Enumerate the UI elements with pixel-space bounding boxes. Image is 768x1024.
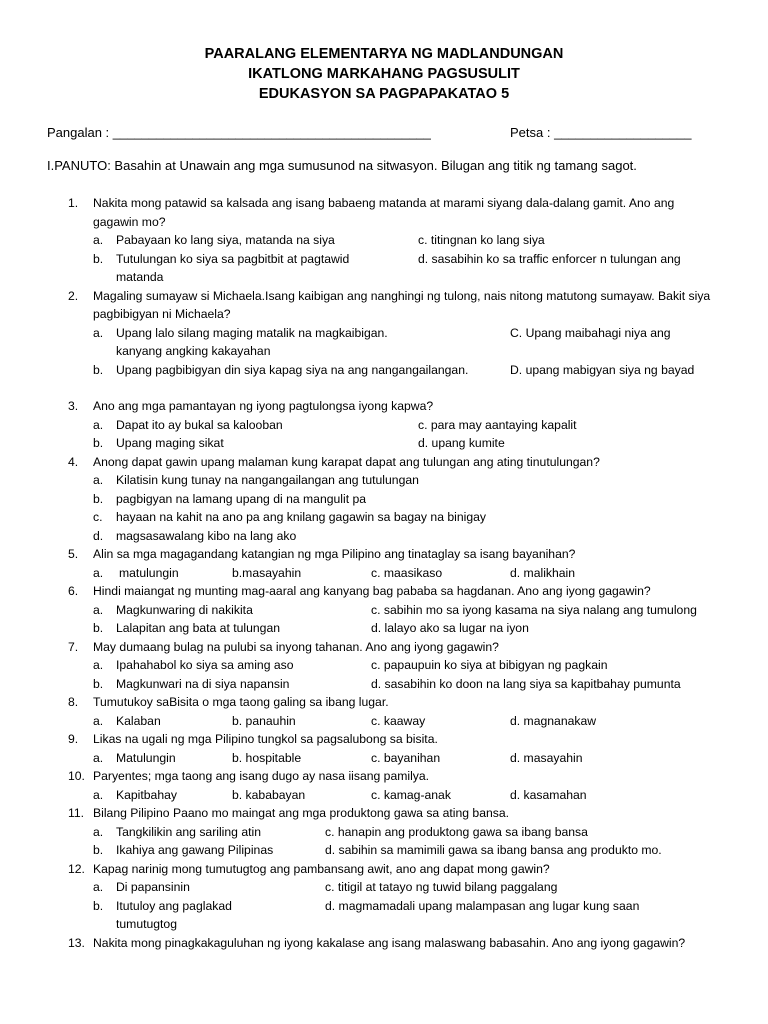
question-number: 3. bbox=[68, 399, 79, 413]
option-letter[interactable]: b. bbox=[93, 843, 104, 857]
answer-row bbox=[0, 416, 768, 435]
answer-option[interactable]: d. sasabihin ko doon na lang siya sa kapitbahay pumunta bbox=[371, 676, 681, 691]
question-list bbox=[0, 194, 768, 952]
question-stem bbox=[0, 730, 768, 749]
answer-option[interactable]: d. sabihin sa mamimili gawa sa ibang bansa ang produkto mo. bbox=[325, 843, 662, 857]
answer-row bbox=[0, 434, 768, 453]
question-stem bbox=[0, 453, 768, 472]
question-text: Magaling sumayaw si Michaela.Isang kaibigan ang nanghingi ng tulong, nais nitong matutong sumayaw. Bakit siya pagbibigyan ni Michaela? bbox=[93, 288, 711, 321]
question-number: 13. bbox=[68, 935, 85, 950]
option-letter[interactable]: a. bbox=[93, 750, 104, 765]
question-number: 11. bbox=[68, 806, 85, 820]
answer-option[interactable]: c. kamag-anak bbox=[371, 787, 451, 802]
answer-option[interactable]: b. kababayan bbox=[232, 787, 306, 802]
answer-option[interactable]: b.masayahin bbox=[232, 565, 302, 580]
answer-row bbox=[0, 619, 768, 638]
question-item bbox=[0, 453, 768, 546]
date-field[interactable]: Petsa : ___________________ bbox=[510, 125, 692, 140]
question-text: Paryentes; mga taong ang isang dugo ay nasa iisang pamilya. bbox=[93, 769, 430, 783]
question-stem bbox=[0, 860, 768, 879]
answer-option[interactable]: c. maasikaso bbox=[371, 565, 443, 580]
answer-row bbox=[0, 897, 768, 934]
option-letter[interactable]: b. bbox=[93, 898, 104, 913]
answer-row bbox=[0, 823, 768, 842]
question-stem bbox=[0, 582, 768, 601]
answer-option[interactable]: pagbigyan na lamang upang di na mangulit pa bbox=[116, 491, 367, 506]
answer-row bbox=[0, 601, 768, 620]
option-letter[interactable]: a. bbox=[93, 787, 104, 802]
answer-option[interactable]: Dapat ito ay bukal sa kalooban bbox=[116, 417, 283, 432]
answer-option[interactable]: c. papaupuin ko siya at bibigyan ng pagkain bbox=[371, 658, 608, 672]
answer-option[interactable]: magsasawalang kibo na lang ako bbox=[116, 528, 297, 543]
option-letter[interactable]: a. bbox=[93, 880, 104, 894]
answer-option[interactable]: Ikahiya ang gawang Pilipinas bbox=[116, 843, 274, 857]
answer-option[interactable]: d. lalayo ako sa lugar na iyon bbox=[371, 621, 529, 635]
answer-row bbox=[0, 361, 768, 380]
answer-option[interactable]: d. kasamahan bbox=[510, 787, 587, 802]
answer-option[interactable]: c. bayanihan bbox=[371, 750, 441, 765]
option-letter[interactable]: a. bbox=[93, 325, 104, 340]
question-text: Bilang Pilipino Paano mo maingat ang mga produktong gawa sa ating bansa. bbox=[93, 806, 510, 820]
answer-row bbox=[0, 564, 768, 583]
question-number: 9. bbox=[68, 732, 79, 746]
answer-row bbox=[0, 749, 768, 768]
question-stem bbox=[0, 545, 768, 564]
question-item bbox=[0, 194, 768, 287]
answer-row bbox=[0, 786, 768, 805]
question-number: 1. bbox=[68, 196, 79, 210]
question-item bbox=[0, 860, 768, 934]
answer-option[interactable]: Lalapitan ang bata at tulungan bbox=[116, 621, 280, 635]
answer-option[interactable]: Upang lalo silang maging matalik na magkaibigan. kanyang angking kakayahan bbox=[116, 325, 388, 358]
option-letter[interactable]: a. bbox=[93, 658, 104, 672]
answer-row bbox=[0, 712, 768, 731]
question-text: Alin sa mga magagandang katangian ng mga Pilipino ang tinataglay sa isang bayanihan? bbox=[93, 547, 576, 561]
answer-option[interactable]: Di papansinin bbox=[116, 880, 190, 894]
answer-row bbox=[0, 471, 768, 490]
question-item bbox=[0, 545, 768, 582]
question-stem bbox=[0, 934, 768, 953]
answer-option[interactable]: D. upang mabigyan siya ng bayad bbox=[510, 362, 695, 377]
answer-option[interactable]: d. upang kumite bbox=[418, 436, 505, 450]
question-number: 10. bbox=[68, 769, 85, 783]
option-letter[interactable]: a. bbox=[93, 713, 104, 728]
answer-option[interactable]: d. magnanakaw bbox=[510, 713, 597, 728]
question-item bbox=[0, 582, 768, 638]
answer-option[interactable]: Upang pagbibigyan din siya kapag siya na ang nangangailangan. bbox=[116, 362, 469, 377]
question-text: Anong dapat gawin upang malaman kung karapat dapat ang tulungan ang ating tinutulungan? bbox=[93, 454, 600, 469]
answer-row bbox=[0, 878, 768, 897]
answer-row bbox=[0, 656, 768, 675]
instructions: I.PANUTO: Basahin at Unawain ang mga sumusunod na sitwasyon. Bilugan ang titik ng tamang sagot. bbox=[47, 158, 637, 173]
question-text: Nakita mong pinagkakaguluhan ng iyong kakalase ang isang malaswang babasahin. Ano ang iyong gagawin? bbox=[93, 935, 686, 950]
answer-option[interactable]: Upang maging sikat bbox=[116, 436, 224, 450]
question-text: May dumaang bulag na pulubi sa inyong tahanan. Ano ang iyong gagawin? bbox=[93, 639, 499, 654]
answer-option[interactable]: c. hanapin ang produktong gawa sa ibang bansa bbox=[325, 824, 588, 839]
answer-option[interactable]: d. sasabihin ko sa traffic enforcer n tulungan ang bbox=[418, 251, 681, 266]
question-item bbox=[0, 638, 768, 694]
question-stem bbox=[0, 804, 768, 823]
answer-option[interactable]: d. magmamadali upang malampasan ang lugar kung saan bbox=[325, 898, 640, 913]
school-name: PAARALANG ELEMENTARYA NG MADLANDUNGAN bbox=[204, 46, 564, 62]
answer-option[interactable]: C. Upang maibahagi niya ang bbox=[510, 325, 671, 340]
question-text: Hindi maiangat ng munting mag-aaral ang kanyang bag pababa sa hagdanan. Ano ang iyong gagawin? bbox=[93, 584, 651, 598]
question-stem bbox=[0, 693, 768, 712]
exam-header bbox=[0, 44, 768, 104]
question-number: 6. bbox=[68, 584, 79, 598]
question-item bbox=[0, 934, 768, 953]
question-stem bbox=[0, 397, 768, 416]
answer-option[interactable]: matulungin bbox=[119, 565, 179, 580]
answer-option[interactable]: Kilatisin kung tunay na nangangailangan ang tutulungan bbox=[116, 473, 419, 487]
question-number: 7. bbox=[68, 639, 79, 654]
answer-option[interactable]: c. titingnan ko lang siya bbox=[418, 233, 545, 247]
option-letter[interactable]: a. bbox=[93, 602, 104, 617]
answer-option[interactable]: Magkunwari na di siya napansin bbox=[116, 676, 290, 691]
answer-option[interactable]: Tutulungan ko siya sa pagbitbit at pagtawid matanda bbox=[116, 251, 350, 284]
answer-option[interactable]: d. malikhain bbox=[510, 565, 576, 580]
option-letter[interactable]: b. bbox=[93, 676, 104, 691]
question-text: Ano ang mga pamantayan ng iyong pagtulongsa iyong kapwa? bbox=[93, 399, 434, 413]
answer-option[interactable]: Kalaban bbox=[116, 713, 161, 728]
option-letter[interactable]: b. bbox=[93, 436, 104, 450]
question-item bbox=[0, 730, 768, 767]
answer-option[interactable]: b. hospitable bbox=[232, 750, 302, 765]
question-number: 2. bbox=[68, 288, 79, 303]
question-number: 4. bbox=[68, 454, 79, 469]
question-number: 8. bbox=[68, 695, 79, 709]
question-stem bbox=[0, 287, 768, 324]
question-text: Kapag narinig mong tumutugtog ang pambansang awit, ano ang dapat mong gawin? bbox=[93, 861, 550, 876]
answer-option[interactable]: Matulungin bbox=[116, 750, 176, 765]
answer-option[interactable]: hayaan na kahit na ano pa ang knilang gagawin sa bagay na binigay bbox=[116, 510, 486, 524]
answer-row bbox=[0, 675, 768, 694]
answer-row bbox=[0, 527, 768, 546]
subject-title: EDUKASYON SA PAGPAPAKATAO 5 bbox=[258, 86, 510, 102]
student-info bbox=[47, 124, 727, 142]
question-text: Nakita mong patawid sa kalsada ang isang babaeng matanda at marami siyang dala-dalang gamit. Ano ang gagawin mo? bbox=[93, 196, 675, 229]
answer-option[interactable]: b. panauhin bbox=[232, 713, 296, 728]
answer-row bbox=[0, 231, 768, 250]
option-letter[interactable]: b. bbox=[93, 621, 104, 635]
question-stem bbox=[0, 767, 768, 786]
answer-option[interactable]: Tangkilikin ang sariling atin bbox=[116, 824, 261, 839]
question-number: 5. bbox=[68, 547, 79, 561]
question-item bbox=[0, 693, 768, 730]
question-text: Tumutukoy saBisita o mga taong galing sa ibang lugar. bbox=[93, 695, 389, 709]
option-letter[interactable]: b. bbox=[93, 362, 104, 377]
answer-row bbox=[0, 508, 768, 527]
option-letter[interactable]: a. bbox=[93, 824, 104, 839]
answer-row bbox=[0, 490, 768, 509]
question-item bbox=[0, 287, 768, 380]
option-letter[interactable]: a. bbox=[93, 233, 104, 247]
option-letter[interactable]: a. bbox=[93, 417, 104, 432]
question-text: Likas na ugali ng mga Pilipino tungkol sa pagsalubong sa bisita. bbox=[93, 732, 438, 746]
answer-option[interactable]: Pabayaan ko lang siya, matanda na siya bbox=[116, 233, 335, 247]
answer-option[interactable]: c. titigil at tatayo ng tuwid bilang paggalang bbox=[325, 880, 558, 894]
answer-row bbox=[0, 250, 768, 287]
question-item bbox=[0, 397, 768, 453]
option-letter[interactable]: a. bbox=[93, 473, 104, 487]
answer-row bbox=[0, 841, 768, 860]
option-letter[interactable]: d. bbox=[93, 528, 104, 543]
answer-option[interactable]: Magkunwaring di nakikita bbox=[116, 602, 253, 617]
question-stem bbox=[0, 638, 768, 657]
question-item bbox=[0, 804, 768, 860]
answer-row bbox=[0, 324, 768, 361]
option-letter[interactable]: c. bbox=[93, 510, 103, 524]
answer-option[interactable]: d. masayahin bbox=[510, 750, 583, 765]
option-letter[interactable]: b. bbox=[93, 491, 104, 506]
option-letter[interactable]: b. bbox=[93, 251, 104, 266]
exam-title: IKATLONG MARKAHANG PAGSUSULIT bbox=[248, 66, 520, 82]
answer-option[interactable]: c. para may aantaying kapalit bbox=[418, 417, 577, 432]
option-letter[interactable]: a. bbox=[93, 565, 104, 580]
answer-option[interactable]: c. kaaway bbox=[371, 713, 426, 728]
question-stem bbox=[0, 194, 768, 231]
question-number: 12. bbox=[68, 861, 85, 876]
question-item bbox=[0, 767, 768, 804]
answer-option[interactable]: Kapitbahay bbox=[116, 787, 177, 802]
answer-option[interactable]: Ipahahabol ko siya sa aming aso bbox=[116, 658, 294, 672]
name-field[interactable]: Pangalan : ____________________________________________ bbox=[47, 125, 431, 140]
answer-option[interactable]: Itutuloy ang paglakad tumutugtog bbox=[116, 898, 232, 931]
answer-option[interactable]: c. sabihin mo sa iyong kasama na siya nalang ang tumulong bbox=[371, 602, 697, 617]
